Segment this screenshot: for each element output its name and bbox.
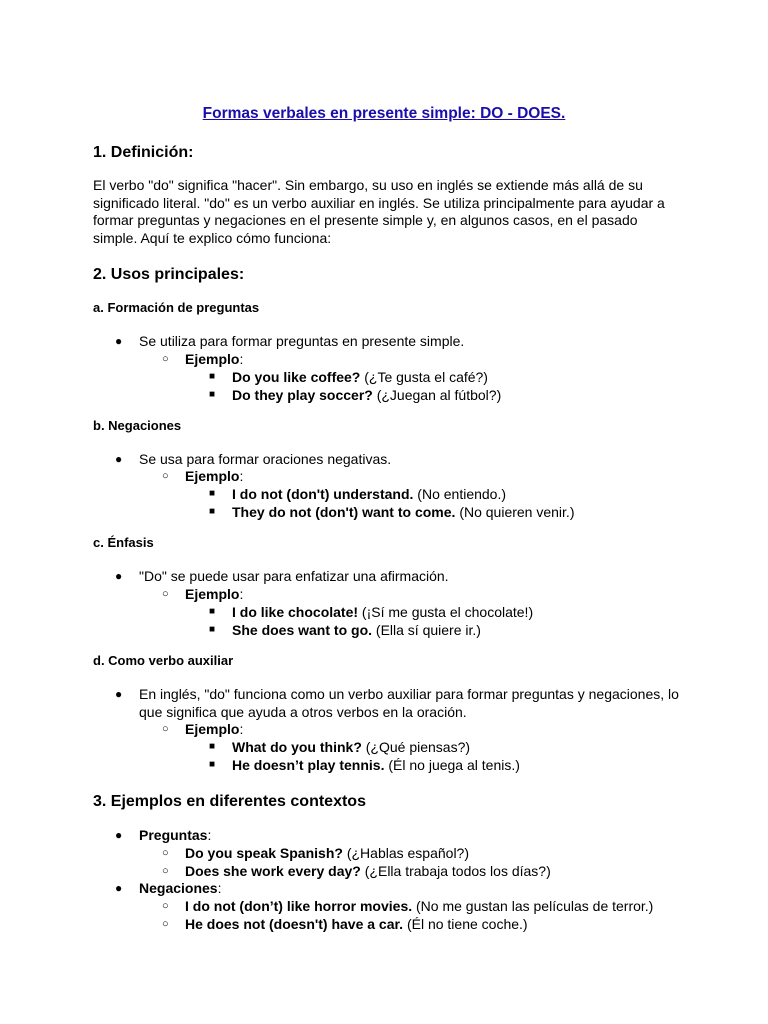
list-item: Se utiliza para formar preguntas en presente simple. — [139, 333, 465, 349]
bullet-marker: ■ — [209, 506, 216, 517]
bullet-marker: ■ — [209, 371, 216, 382]
example-item: They do not (don't) want to come. (No quieren venir.) — [232, 504, 575, 520]
example-item: He doesn’t play tennis. (Él no juega al tenis.) — [232, 757, 520, 773]
bullet-marker: ■ — [209, 624, 216, 635]
context-item: I do not (don’t) like horror movies. (No me gustan las películas de terror.) — [185, 898, 654, 914]
context-label: Negaciones: — [139, 880, 222, 896]
bullet-marker: ● — [115, 881, 123, 895]
subsection-heading-negaciones: b. Negaciones — [93, 418, 182, 433]
example-label: Ejemplo: — [185, 351, 244, 367]
example-item: Do they play soccer? (¿Juegan al fútbol?) — [232, 387, 502, 403]
example-item: I do like chocolate! (¡Sí me gusta el chocolate!) — [232, 604, 534, 620]
bullet-marker: ○ — [162, 865, 169, 877]
bullet-marker: ○ — [162, 723, 169, 735]
context-item: Do you speak Spanish? (¿Hablas español?) — [185, 845, 469, 861]
section-heading-ejemplos: 3. Ejemplos en diferentes contextos — [93, 793, 366, 810]
example-item: Do you like coffee? (¿Te gusta el café?) — [232, 369, 488, 385]
bullet-marker: ● — [115, 452, 123, 466]
bullet-marker: ● — [115, 569, 123, 583]
subsection-heading-preguntas: a. Formación de preguntas — [93, 300, 260, 315]
example-label: Ejemplo: — [185, 586, 244, 602]
bullet-marker: ○ — [162, 847, 169, 859]
subsection-heading-auxiliar: d. Como verbo auxiliar — [93, 653, 234, 668]
bullet-marker: ○ — [162, 470, 169, 482]
list-item: "Do" se puede usar para enfatizar una afirmación. — [139, 568, 449, 584]
bullet-marker: ● — [115, 828, 123, 842]
document-title-link[interactable]: Formas verbales en presente simple: DO - DOES. — [202, 105, 566, 122]
section-heading-usos: 2. Usos principales: — [93, 266, 245, 283]
bullet-marker: ■ — [209, 389, 216, 400]
subsection-heading-enfasis: c. Énfasis — [93, 535, 154, 550]
example-label: Ejemplo: — [185, 721, 244, 737]
example-item: She does want to go. (Ella sí quiere ir.) — [232, 622, 481, 638]
bullet-marker: ○ — [162, 900, 169, 912]
bullet-marker: ○ — [162, 588, 169, 600]
bullet-marker: ■ — [209, 488, 216, 499]
context-item: He does not (doesn't) have a car. (Él no tiene coche.) — [185, 916, 528, 932]
example-label: Ejemplo: — [185, 468, 244, 484]
section-heading-definicion: 1. Definición: — [93, 144, 194, 161]
bullet-marker: ■ — [209, 741, 216, 752]
bullet-marker: ■ — [209, 606, 216, 617]
context-label: Preguntas: — [139, 827, 212, 843]
example-item: I do not (don't) understand. (No entiendo.) — [232, 486, 507, 502]
bullet-marker: ■ — [209, 759, 216, 770]
bullet-marker: ○ — [162, 353, 169, 365]
definition-paragraph: El verbo "do" significa "hacer". Sin embargo, su uso en inglés se extiende más allá de su significado literal. "do" es un verbo auxiliar en inglés. Se utiliza principalmente para ayudar a formar preguntas y negaciones en el presente simple y, en algunos casos, en el pasado simple. Aquí te explico cómo funciona: — [93, 177, 665, 246]
context-item: Does she work every day? (¿Ella trabaja todos los días?) — [185, 863, 551, 879]
example-item: What do you think? (¿Qué piensas?) — [232, 739, 471, 755]
bullet-marker: ○ — [162, 918, 169, 930]
list-item: Se usa para formar oraciones negativas. — [139, 451, 392, 467]
bullet-marker: ● — [115, 334, 123, 348]
bullet-marker: ● — [115, 687, 123, 701]
list-item: En inglés, "do" funciona como un verbo auxiliar para formar preguntas y negaciones, lo que significa que ayuda a otros verbos en la oración. — [139, 686, 679, 720]
